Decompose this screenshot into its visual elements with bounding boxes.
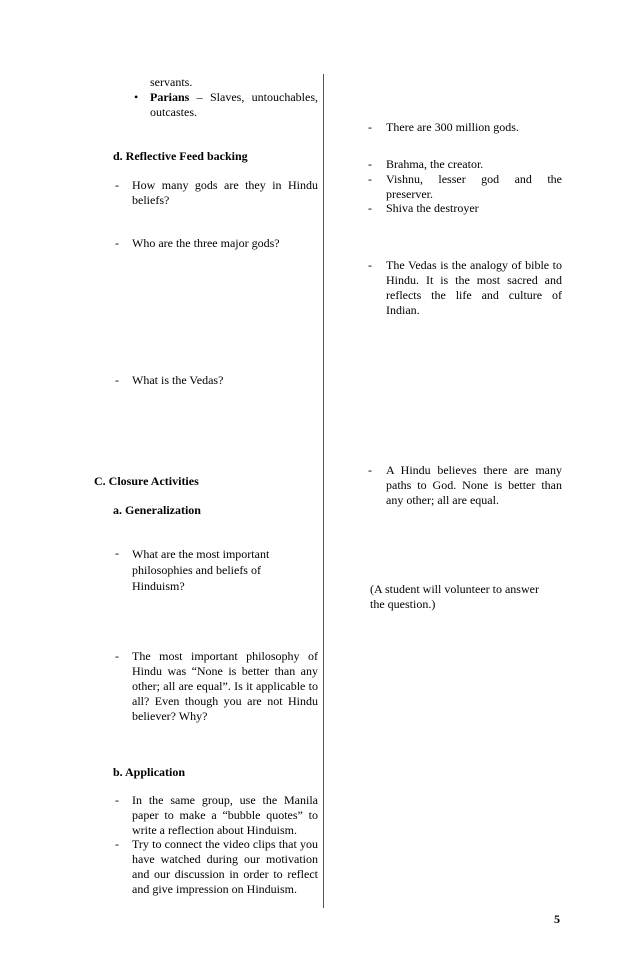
column-divider — [323, 74, 324, 908]
page-number: 5 — [554, 912, 560, 926]
dash-icon: - — [368, 157, 372, 171]
dash-icon: - — [368, 201, 372, 215]
dash-icon: - — [115, 178, 119, 192]
dash-icon: - — [115, 837, 119, 851]
closure-heading: C. Closure Activities — [94, 474, 199, 488]
question-vedas: What is the Vedas? — [132, 373, 224, 387]
answer-philosophies: A Hindu believes there are many paths to God. None is better than any other; all are equal. — [386, 463, 562, 507]
parians-term: Parians — [150, 90, 190, 104]
parians-definition: – Slaves, untouchables, outcastes. — [150, 90, 318, 119]
dash-icon: - — [115, 649, 119, 663]
parians-item — [150, 90, 318, 120]
application-bubble-quotes: In the same group, use the Manila paper to make a “bubble quotes” to write a reflection about Hinduism. — [132, 793, 318, 837]
answer-vishnu: Vishnu, lesser god and the preserver. — [386, 172, 562, 201]
dash-icon: - — [115, 236, 119, 250]
answer-gods-count: There are 300 million gods. — [386, 120, 519, 134]
application-video-clips: Try to connect the video clips that you have watched during our motivation and our discussion in order to reflect and give impression on Hinduism. — [132, 837, 318, 896]
bullet-icon: • — [134, 90, 139, 104]
question-philosophies: What are the most important philosophies and beliefs of Hinduism? — [132, 547, 270, 593]
servants-text: servants. — [150, 75, 193, 89]
answer-brahma: Brahma, the creator. — [386, 157, 484, 171]
answer-vedas: The Vedas is the analogy of bible to Hindu. It is the most sacred and reflects the life and culture of Indian. — [386, 258, 562, 317]
reflective-heading: d. Reflective Feed backing — [113, 149, 248, 163]
answer-volunteer: (A student will volunteer to answer the question.) — [370, 582, 539, 611]
dash-icon: - — [368, 120, 372, 134]
answer-shiva: Shiva the destroyer — [386, 201, 479, 215]
dash-icon: - — [368, 172, 372, 186]
dash-icon: - — [368, 258, 372, 272]
generalization-heading: a. Generalization — [113, 503, 201, 517]
dash-icon: - — [368, 463, 372, 477]
dash-icon: - — [115, 793, 119, 807]
dash-icon: - — [115, 546, 119, 560]
question-gods-count: How many gods are they in Hindu beliefs? — [132, 178, 318, 207]
question-equality: The most important philosophy of Hindu was “None is better than any other; all are equal”. Is it applicable to all? Even though you are not Hindu believer? Why? — [132, 649, 318, 723]
dash-icon: - — [115, 373, 119, 387]
application-heading: b. Application — [113, 765, 186, 779]
question-major-gods: Who are the three major gods? — [132, 236, 280, 250]
